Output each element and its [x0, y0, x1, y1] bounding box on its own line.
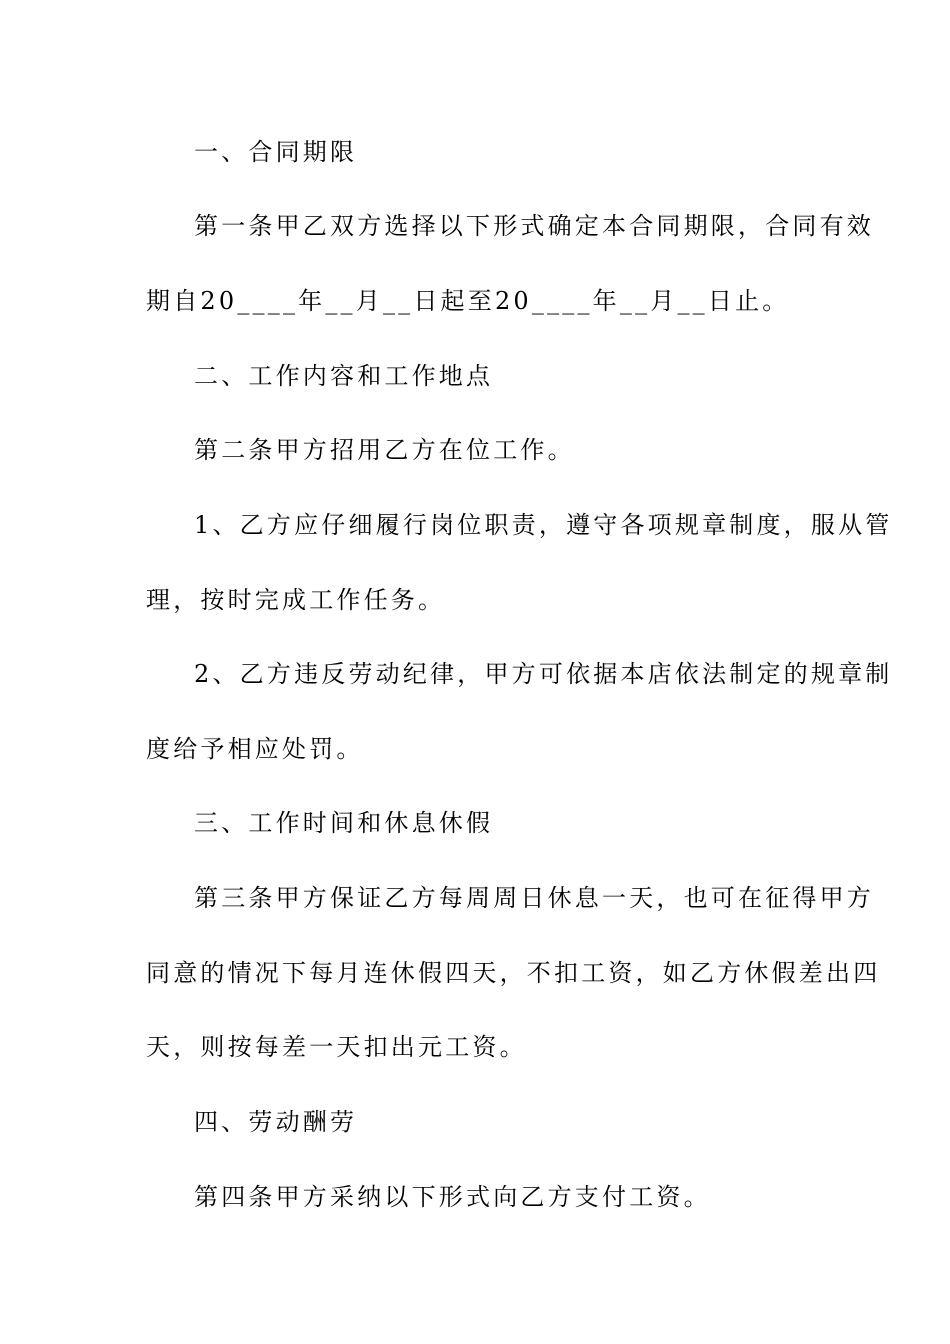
paragraph-line: 同意的情况下每月连休假四天，不扣工资，如乙方休假差出四	[146, 959, 881, 987]
section-heading-remuneration: 四、劳动酬劳	[194, 1108, 358, 1136]
paragraph-line: 第一条甲乙双方选择以下形式确定本合同期限，合同有效	[194, 212, 874, 240]
section-heading-contract-term: 一、合同期限	[194, 138, 358, 166]
paragraph-line: 第三条甲方保证乙方每周周日休息一天，也可在征得甲方	[194, 884, 874, 912]
paragraph-line: 第四条甲方采纳以下形式向乙方支付工资。	[194, 1183, 711, 1211]
paragraph-line: 理，按时完成工作任务。	[146, 586, 446, 614]
paragraph-line: 2、乙方违反劳动纪律，甲方可依据本店依法制定的规章制	[194, 660, 893, 688]
paragraph-line: 1、乙方应仔细履行岗位职责，遵守各项规章制度，服从管	[194, 511, 893, 539]
paragraph-line: 天，则按每差一天扣出元工资。	[146, 1033, 527, 1061]
paragraph-line: 第二条甲方招用乙方在位工作。	[194, 436, 575, 464]
paragraph-line: 度给予相应处罚。	[146, 735, 364, 763]
section-heading-work-content: 二、工作内容和工作地点	[194, 362, 494, 390]
section-heading-work-hours: 三、工作时间和休息休假	[194, 809, 494, 837]
paragraph-line: 期自20____年__月__日起至20____年__月__日止。	[146, 287, 790, 315]
